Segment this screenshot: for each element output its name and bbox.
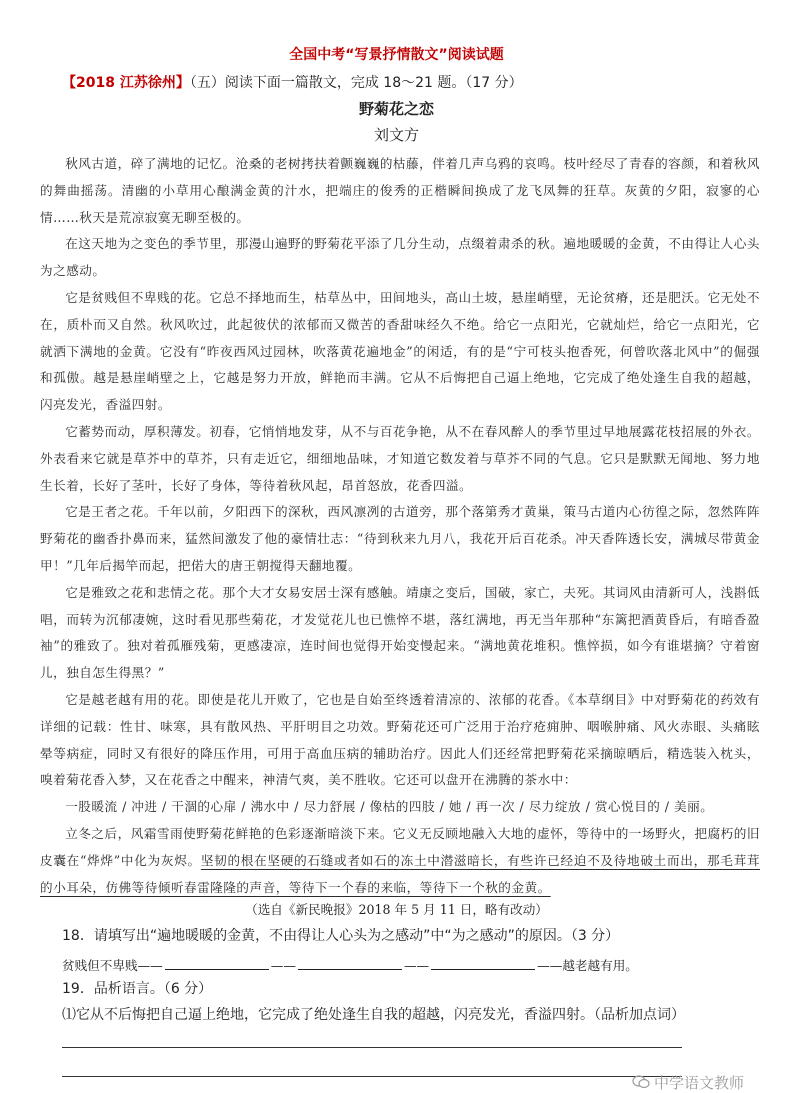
essay-paragraph-3: 它是贫贱但不卑贱的花。它总不择地而生，枯草丛中，田间地头，高山土坡，悬崖峭壁，无论贫瘠，还是肥沃。它无处不在，质朴而又自然。秋风吹过，此起彼伏的浓郁而又微苦的香甜味经久不绝。给它一点阳光，它就灿烂，给它一点阳光，它就洒下满地的金黄。它没有“昨夜西风过园林，吹落黄花遍地金”的闲适，有的是“宁可枝头抱香死，何曾吹落北风中”的倔强和孤傲。越是悬崖峭壁之上，它越是努力开放，鲜艳而丰满。它从不后悔把自己逼上绝地，它完成了绝处逢生自我的超越，闪亮发光，香溢四射。: [40, 289, 760, 413]
essay-paragraph-2: 在这天地为之变色的季节里，那漫山遍野的野菊花平添了几分生动，点缀着肃杀的秋。遍地暖暖的金黄，不由得让人心头为之感动。: [40, 236, 760, 279]
essay-paragraph-5: 它是王者之花。千年以前，夕阳西下的深秋，西风凛冽的古道旁，那个落第秀才黄巢，策马古道内心彷徨之际，忽然阵阵野菊花的幽香扑鼻而来，猛然间激发了他的豪情壮志：“待到秋来九月八，我花开后百花杀。冲天香阵透长安，满城尽带黄金甲！”几年后揭竿而起，把偌大的唐王朝搅得天翻地覆。: [40, 504, 760, 573]
blank-dash-1: ——: [270, 958, 296, 973]
question-19-1: ⑴它从不后悔把自己逼上绝地，它完成了绝处逢生自我的超越，闪亮发光，香溢四射。（品析加点词）: [62, 1007, 685, 1023]
essay-paragraph-4: 它蓄势而动，厚积薄发。初春，它悄悄地发芽，从不与百花争艳，从不在春风醉人的季节里过早地展露花枝招展的外衣。外表看来它就是草芥中的草芥，只有走近它，细细地品味，才知道它数发着与草芥不同的气息。它只是默默无闻地、努力地生长着，长好了茎叶，长好了身体，等待着秋风起，昂首怒放，花香四溢。: [40, 423, 760, 493]
question-19: 19．品析语言。（6 分）: [62, 981, 213, 997]
essay-title: 野菊花之恋: [358, 100, 434, 118]
document-title: 全国中考“写景抒情散文”阅读试题: [289, 47, 504, 63]
exam-source-tag: 【2018 江苏徐州】: [62, 75, 190, 91]
blank-suffix: ——越老越有用。: [537, 958, 638, 973]
essay-paragraph-8: 一股暖流 / 冲进 / 干涸的心扉 / 沸水中 / 尽力舒展 / 像枯的四肢 / 她 / 再一次 / 尽力绽放 / 赏心悦目的 / 美丽。: [65, 799, 714, 815]
blank-prefix: 贫贱但不卑贱——: [62, 958, 163, 973]
blank-dash-2: ——: [403, 958, 430, 973]
answer-blank-1[interactable]: [165, 955, 269, 970]
answer-line-2[interactable]: [62, 1076, 682, 1077]
underlined-sentence: 坚韧的根在坚硬的石缝或者如石的冻土中潜滋暗长，有些许已经迫不及待地破土而出，那毛茸茸的小耳朵，仿佛等待倾听春雷隆隆的声音，等待下一个春的来临，等待下一个秋的金黄。: [40, 852, 760, 895]
watermark: [632, 1072, 744, 1093]
essay-author: 刘文方: [373, 126, 419, 144]
watermark-text: 中学语文教师: [654, 1074, 745, 1092]
answer-line-1[interactable]: [62, 1047, 682, 1048]
essay-paragraph-9: [40, 821, 760, 901]
answer-blank-2[interactable]: [298, 955, 402, 970]
essay-paragraph-1: 秋风古道，碎了满地的记忆。沧桑的老树拷扶着颤巍巍的枯藤，伴着几声乌鸦的哀鸣。枝叶经尽了青春的容颜，和着秋风的舞曲摇荡。清幽的小草用心酿满金黄的汁水，把端庄的俊秀的正楷瞬间换成了龙飞凤舞的狂草。灰黄的夕阳，寂寥的心情……秋天是荒凉寂寞无聊至极的。: [40, 156, 760, 225]
answer-blank-3[interactable]: [431, 955, 535, 970]
essay-paragraph-7: 它是越老越有用的花。即使是花儿开败了，它也是自始至终透着清凉的、浓郁的花香。《本草纲目》中对野菊花的药效有详细的记载：性甘、味寒，具有散风热、平肝明目之功效。野菊花还可广泛用于治疗疮痈肿、咽喉肿痛、风火赤眼、头痛眩晕等病症，同时又有很好的降压作用，可用于高血压病的辅助治疗。因此人们还经常把野菊花采摘晾晒后，精选装入枕头，嗅着菊花香入梦，又在花香之中醒来，神清气爽，美不胜收。它还可以盘开在沸腾的茶水中：: [40, 691, 760, 788]
exam-instruction-line: [62, 72, 523, 92]
question-18: 18．请填写出“遍地暖暖的金黄，不由得让人心头为之感动”中“为之感动”的原因。（3 分）: [62, 928, 620, 944]
question-18-blanks: [62, 955, 638, 974]
essay-body: [40, 151, 760, 901]
essay-paragraph-9-text: 立冬之后，风霜雪雨使野菊花鲜艳的色彩逐渐暗淡下来。它义无反顾地融入大地的虚怀，等待中的一场野火，把腐朽的旧皮囊在“烨烨”中化为灰烬。: [40, 825, 760, 868]
essay-source: （选自《新民晚报》2018 年 5 月 11 日，略有改动）: [245, 902, 548, 917]
exam-instruction: （五）阅读下面一篇散文，完成 18～21 题。（17 分）: [189, 75, 523, 91]
wechat-logo-icon: [632, 1075, 650, 1093]
essay-paragraph-6: 它是雅致之花和悲情之花。那个大才女易安居士深有感触。靖康之变后，国破，家亡，夫死。其词风由清新可人，浅斟低唱，而转为沉郁凄婉，这时看见那些菊花，才发觉花儿也已憔悴不堪，落红满地，再无当年那种“东篱把酒黄昏后，有暗香盈袖”的雅致了。独对着孤雁残菊，更感凄凉，连时间也觉得开始变慢起来。“满地黄花堆积。憔悴损，如今有谁堪摘？守着窗儿，独自怎生得黑？”: [40, 584, 760, 681]
